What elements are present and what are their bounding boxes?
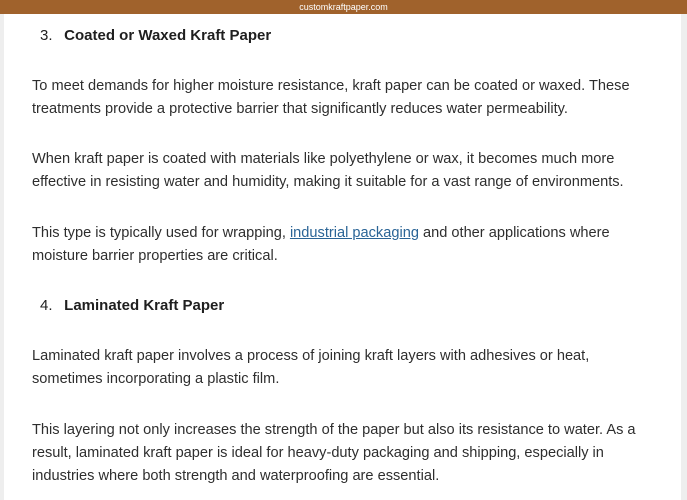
section-3-paragraph-3-start: This type is typically used for wrapping, [32,225,290,241]
frame-right-edge [681,14,687,500]
frame-left-edge [0,14,4,500]
section-4-number: 4. [40,297,53,314]
section-4-paragraph-2: This layering not only increases the strength of the paper but also its resistance to water. As a result, laminated kraft paper is ideal for heavy-duty packaging and shipping, especially in industries where both strength and waterproofing are essential. [32,422,636,484]
section-3-paragraph-3-end: and other applications where moisture barrier properties are critical. [32,225,610,264]
section-3-number: 3. [40,27,53,44]
section-3-paragraph-2: When kraft paper is coated with materials like polyethylene or wax, it becomes much more effective in resisting water and humidity, making it suitable for a vast range of environments. [32,151,624,190]
industrial-packaging-link[interactable]: industrial packaging [289,225,419,241]
section-4-title: Laminated Kraft Paper [64,297,225,314]
section-3-paragraph-3 [32,222,652,268]
url-text: customkraftpaper.com [299,2,388,12]
section-4-paragraph-1: Laminated kraft paper involves a process of joining kraft layers with adhesives or heat, sometimes incorporating a plastic film. [32,348,590,387]
section-4-heading [40,297,224,314]
url-bar[interactable] [0,0,687,14]
section-3-paragraph-1: To meet demands for higher moisture resistance, kraft paper can be coated or waxed. These treatments provide a protective barrier that significantly reduces water permeability. [32,78,630,117]
section-3-heading [40,27,271,44]
section-3-title: Coated or Waxed Kraft Paper [64,27,272,44]
